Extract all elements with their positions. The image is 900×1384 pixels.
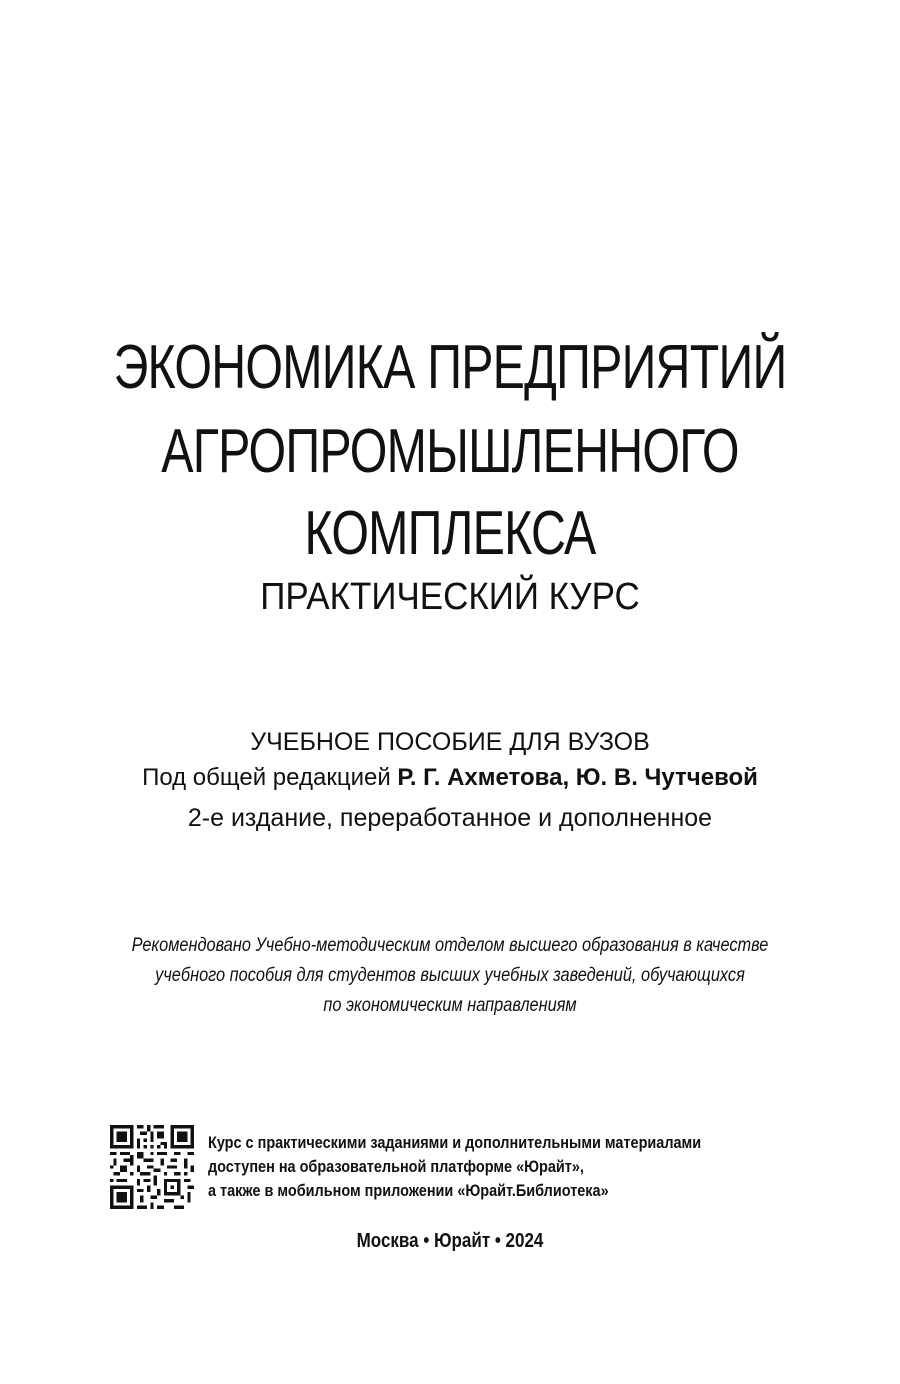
book-title-line-2: АГРОПРОМЫШЛЕННОГО <box>161 417 739 486</box>
platform-note-line-1: Курс с практическими заданиями и дополнительными материалами <box>208 1133 702 1152</box>
editor-prefix: Под общей редакцией <box>142 764 391 791</box>
recommendation-line-3: по экономическим направлениям <box>323 995 577 1016</box>
editor-line <box>0 762 900 794</box>
book-title-line-1: ЭКОНОМИКА ПРЕДПРИЯТИЙ <box>113 333 787 402</box>
publisher-imprint: Москва • Юрайт • 2024 <box>356 1230 544 1252</box>
book-type: УЧЕБНОЕ ПОСОБИЕ ДЛЯ ВУЗОВ <box>250 728 650 756</box>
qr-code-icon[interactable] <box>110 1125 194 1209</box>
edition-info: 2-е издание, переработанное и дополненное <box>187 804 713 832</box>
platform-note-line-2: доступен на образовательной платформе «Юрайт», <box>208 1157 584 1176</box>
recommendation-line-1: Рекомендовано Учебно-методическим отделом высшего образования в качестве <box>131 935 769 956</box>
book-title-line-3: КОМПЛЕКСА <box>304 499 596 568</box>
book-subtitle: ПРАКТИЧЕСКИЙ КУРС <box>260 576 640 618</box>
editor-names: Р. Г. Ахметова, Ю. В. Чутчевой <box>397 764 758 791</box>
recommendation-line-2: учебного пособия для студентов высших учебных заведений, обучающихся <box>155 965 745 986</box>
platform-note-line-3: а также в мобильном приложении «Юрайт.Библиотека» <box>208 1181 609 1200</box>
